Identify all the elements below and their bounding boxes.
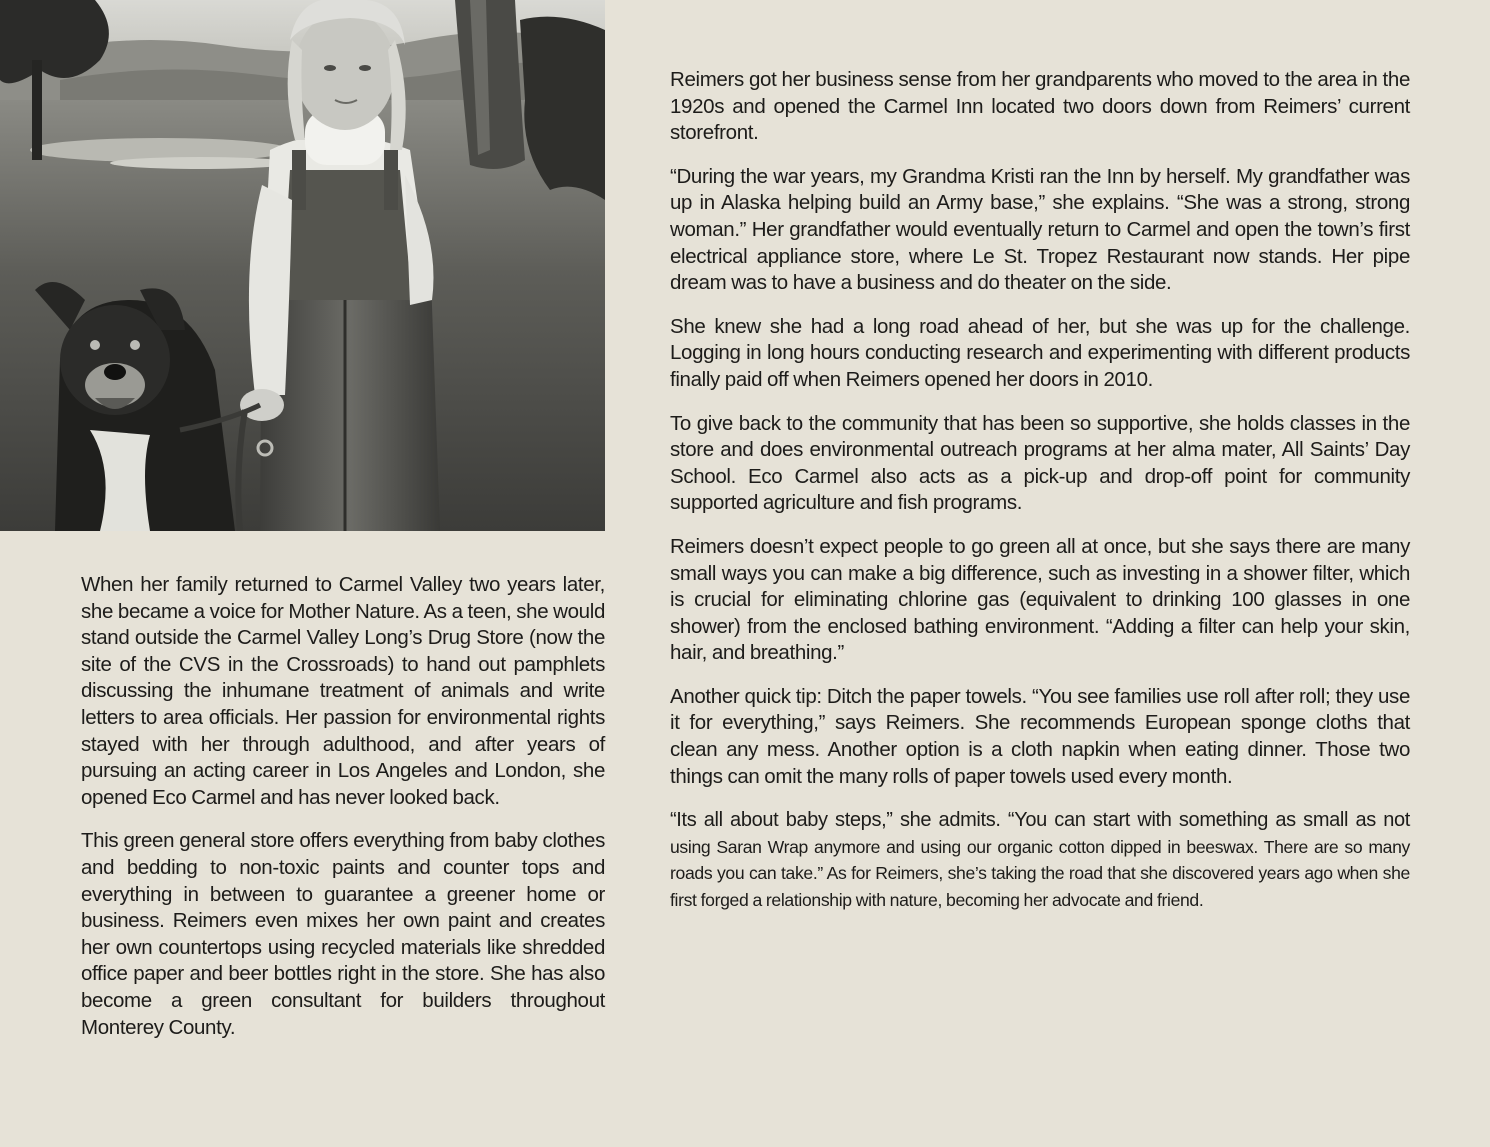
paragraph: “During the war years, my Grandma Kristi ran the Inn by herself. My grandfather was up in Alaska helping build an Army base,” she explains. “She was a strong, strong woman.” Her grandfather would eventually return to Carmel and open the town’s first electrical appliance store, where Le St. Tropez Restaurant now stands. Her pipe dream was to have a business and do theater on the side. — [670, 164, 1410, 295]
article-photo — [0, 0, 605, 531]
closing-paragraph-rest: using Saran Wrap anymore and using our organic cotton dipped in beeswax. There are so many roads you can take.” As for Reimers, she’s taking the road that she discovered years ago when she first forged a relationship with nature, becoming her advocate and friend. — [670, 836, 1410, 911]
girl-with-dog-photo-icon — [0, 0, 605, 531]
closing-paragraph — [670, 807, 1410, 913]
closing-paragraph-lead: “Its all about baby steps,” she admits. “You can start with something as small as not — [670, 809, 1410, 832]
paragraph: She knew she had a long road ahead of her, but she was up for the challenge. Logging in long hours conducting research and experimenting with different products finally paid off when Reimers opened her doors in 2010. — [670, 314, 1410, 391]
paragraph: Another quick tip: Ditch the paper towels. “You see families use roll after roll; they use it for everything,” says Reimers. She recommends European sponge cloths that clean any mess. Another option is a cloth napkin when eating dinner. Those two things can omit the many rolls of paper towels used every month. — [670, 684, 1410, 788]
paragraph: This green general store offers everything from baby clothes and bedding to non-toxic paints and counter tops and everything in between to guarantee a greener home or business. Reimers even mixes her own paint and creates her own countertops using recycled materials like shredded office paper and beer bottles right in the store. She has also become a green consultant for builders throughout Monterey County. — [81, 829, 605, 1039]
paragraph: When her family returned to Carmel Valley two years later, she became a voice for Mother Nature. As a teen, she would stand outside the Carmel Valley Long’s Drug Store (now the site of the CVS in the Crossroads) to hand out pamphlets discussing the inhumane treatment of animals and write letters to area officials. Her passion for environmental rights stayed with her through adulthood, and after years of pursuing an acting career in Los Angeles and London, she opened Eco Carmel and has never looked back. — [81, 573, 605, 809]
paragraph: Reimers doesn’t expect people to go green all at once, but she says there are many small ways you can make a big difference, such as investing in a shower filter, which is crucial for eliminating chlorine gas (equivalent to drinking 100 glasses in one shower) from the enclosed bathing environment. “Adding a filter can help your skin, hair, and breathing.” — [670, 534, 1410, 665]
paragraph: To give back to the community that has been so supportive, she holds classes in the store and does environmental outreach programs at her alma mater, All Saints’ Day School. Eco Carmel also acts as a pick-up and drop-off point for community supported agriculture and fish programs. — [670, 411, 1410, 515]
paragraph: Reimers got her business sense from her grandparents who moved to the area in the 1920s and opened the Carmel Inn located two doors down from Reimers’ current storefront. — [670, 68, 1410, 145]
left-column — [81, 572, 605, 1058]
right-column — [670, 67, 1410, 931]
